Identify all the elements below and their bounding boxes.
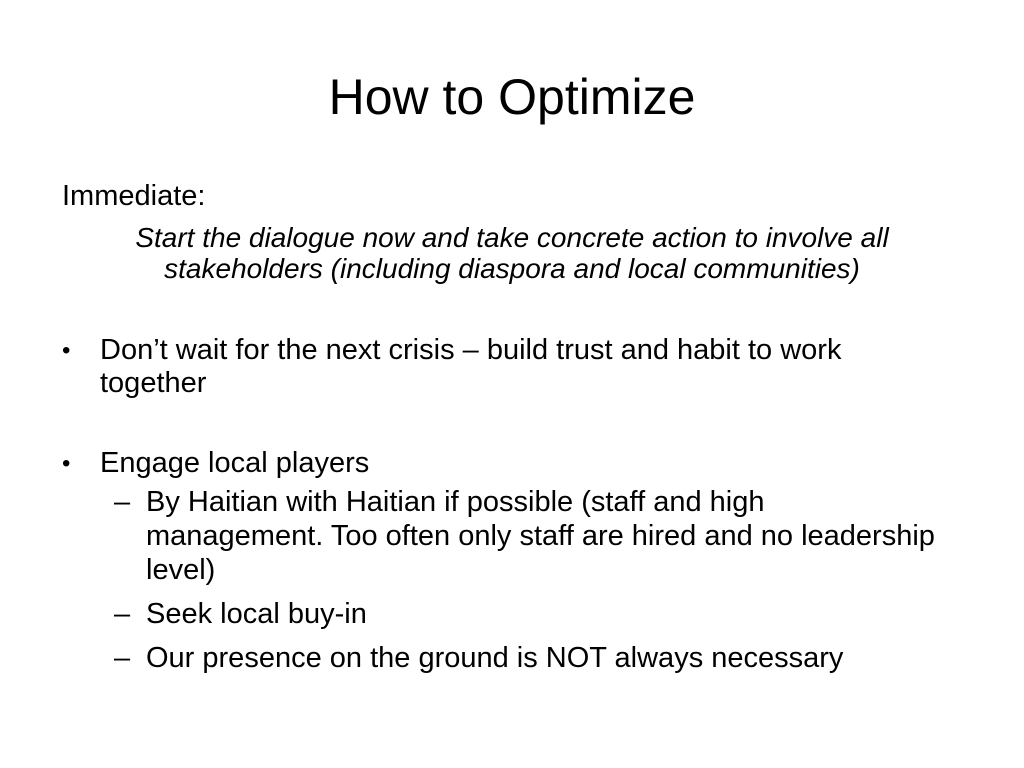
sub-bullet-text: By Haitian with Haitian if possible (staff and high management. Too often only staff are hired and no leadership level) (146, 486, 935, 586)
sub-bullet-text: Seek local buy-in (146, 598, 367, 630)
bullet-item (62, 447, 942, 675)
bullet-marker: • (62, 450, 71, 477)
dash-marker: – (114, 642, 131, 674)
dash-marker: – (114, 486, 131, 518)
bullet-item (62, 334, 942, 400)
slide-title: How to Optimize (328, 69, 696, 125)
sub-bullet-item (100, 641, 942, 675)
bullet-list (62, 334, 942, 722)
bullet-text: Engage local players (100, 447, 370, 479)
italic-statement: Start the dialogue now and take concrete action to involve all stakeholders (including diaspora and local communities) (135, 222, 889, 284)
bullet-text: Don’t wait for the next crisis – build trust and habit to work together (100, 334, 842, 399)
sub-bullet-item (100, 597, 942, 631)
sub-bullet-item (100, 485, 942, 587)
dash-marker: – (114, 598, 131, 630)
bullet-marker: • (62, 337, 71, 364)
sub-bullet-text: Our presence on the ground is NOT always necessary (146, 642, 844, 674)
sub-bullet-list (100, 485, 942, 675)
section-heading: Immediate: (62, 180, 206, 212)
